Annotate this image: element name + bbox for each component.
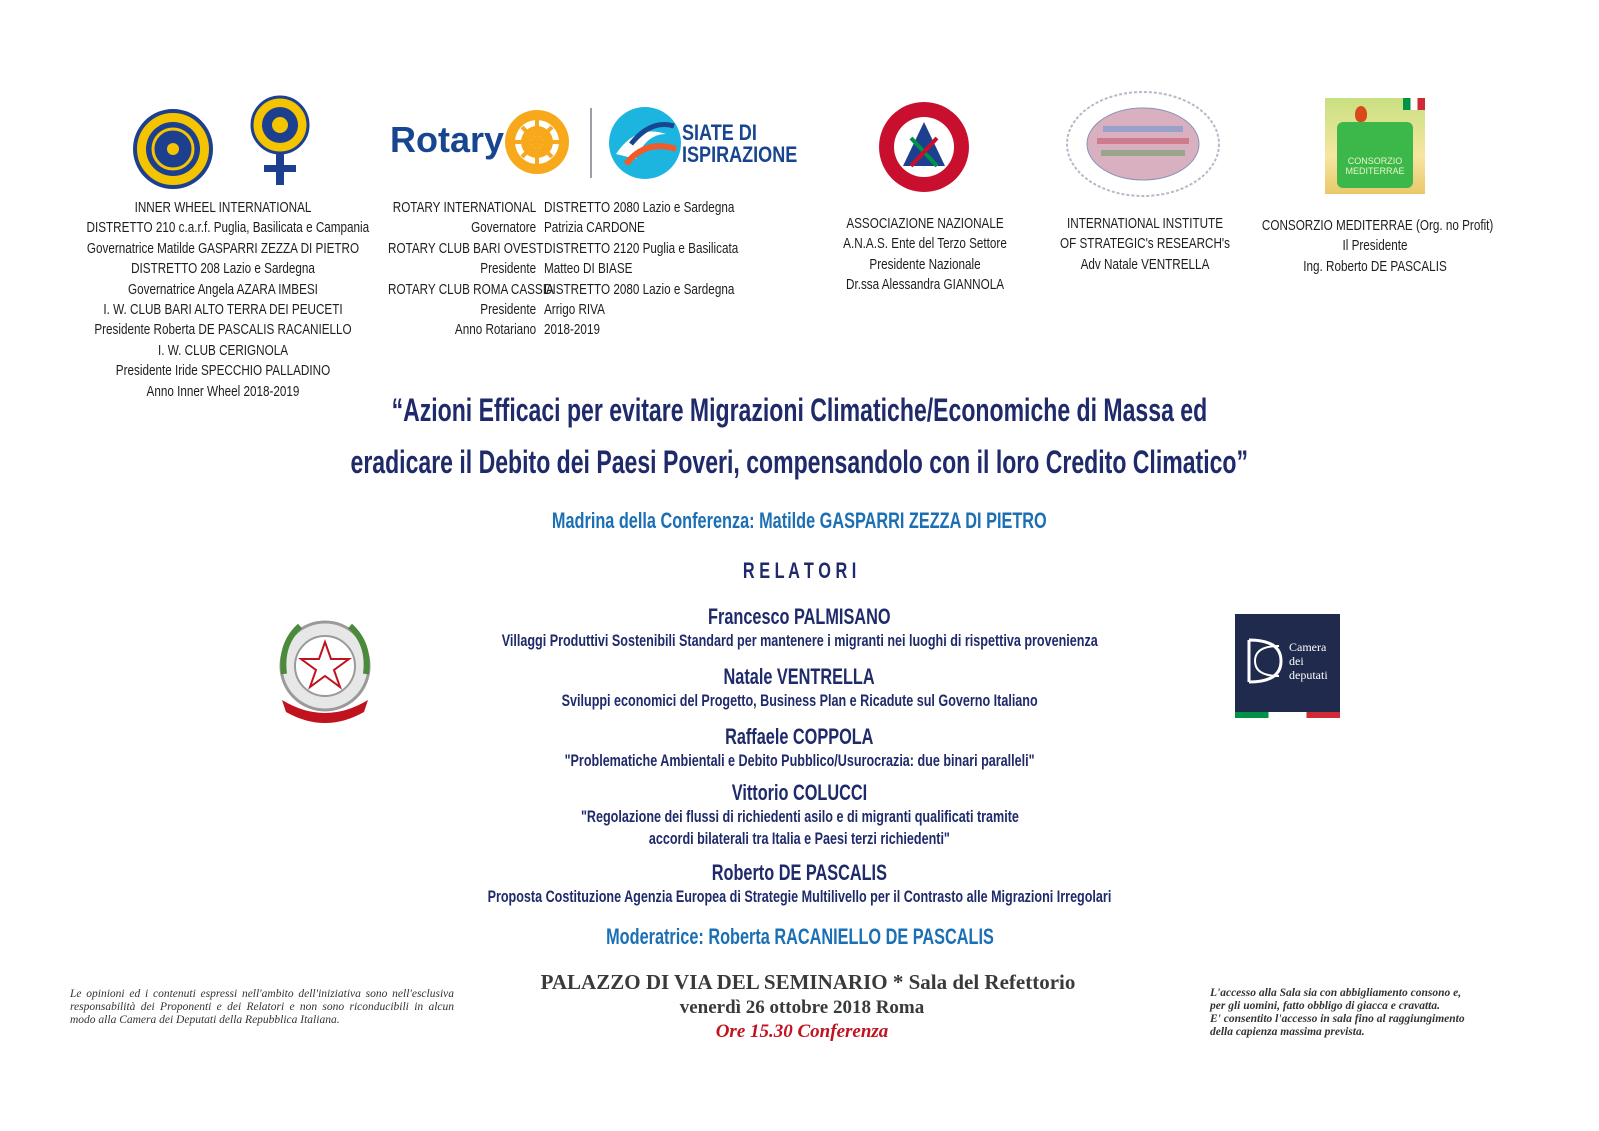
wave-icon (606, 104, 684, 182)
consorzio-line: Ing. Roberto DE PASCALIS (1303, 257, 1447, 275)
rotary-row-right: 2018-2019 (544, 321, 600, 339)
speaker-name: Roberto DE PASCALIS (711, 860, 888, 885)
rotary-row (388, 218, 738, 238)
rotary-row (388, 320, 738, 340)
camera-line1: Camera (1289, 640, 1327, 654)
rotary-row (388, 280, 738, 300)
rotary-row-left: ROTARY INTERNATIONAL (392, 199, 537, 216)
inner-wheel-line: I. W. CLUB CERIGNOLA (157, 341, 289, 359)
speaker-topic: Sviluppi economici del Progetto, Business Plan e Ricadute sul Governo Italiano (561, 691, 1038, 710)
rotary-wordmark: Rotary (390, 119, 505, 160)
consorzio-line: CONSORZIO MEDITERRAE (Org. no Profit) (1261, 217, 1494, 234)
rotary-row-left: Governatore (471, 219, 537, 237)
inner-wheel-line: INNER WHEEL INTERNATIONAL (134, 199, 312, 216)
rotary-row-left: Presidente (480, 260, 537, 278)
rotary-info (388, 198, 738, 341)
rotary-row-right: DISTRETTO 2080 Lazio e Sardegna (544, 280, 735, 298)
relatori-heading: R E L A T O R I (742, 558, 857, 583)
institute-line: INTERNATIONAL INSTITUTE (1066, 215, 1223, 232)
conference-title-line1: “Azioni Efficaci per evitare Migrazioni Climatiche/Economiche di Massa ed (391, 392, 1208, 428)
siate-di-ispirazione-logo (606, 104, 816, 182)
anas-logo (875, 100, 973, 195)
camera-line3: deputati (1289, 668, 1328, 682)
institute-line: OF STRATEGIC's RESEARCH's (1059, 235, 1231, 253)
rotary-row (388, 300, 738, 320)
inner-wheel-line: DISTRETTO 210 c.a.r.f. Puglia, Basilicata e Campania (86, 219, 370, 237)
speaker-name: Natale VENTRELLA (723, 664, 876, 689)
institute-globe-logo (1063, 88, 1223, 200)
inner-wheel-venus-logo (246, 95, 314, 187)
consorzio-logo-line2: MEDITERRAE (1345, 166, 1405, 176)
siate-line2: ISPIRAZIONE (682, 142, 798, 167)
disclaimer-right-line: della capienza massima prevista. (1210, 1026, 1365, 1038)
siate-line1: SIATE DI (682, 120, 757, 145)
logo-divider (590, 108, 592, 178)
disclaimer-right (1210, 987, 1530, 1039)
anas-line: Presidente Nazionale (869, 255, 981, 273)
rotary-row-right: DISTRETTO 2120 Puglia e Basilicata (544, 239, 739, 257)
venue-line1: PALAZZO DI VIA DEL SEMINARIO * Sala del Refettorio (540, 970, 1076, 994)
rotary-row-left: Anno Rotariano (454, 321, 537, 339)
disclaimer-right-line: per gli uomini, fatto obbligo di giacca e cravatta. (1210, 1000, 1440, 1012)
anas-line: A.N.A.S. Ente del Terzo Settore (843, 235, 1007, 253)
speaker-topic: "Regolazione dei flussi di richiedenti asilo e di migranti qualificati tramite (580, 807, 1019, 826)
inner-wheel-line: I. W. CLUB BARI ALTO TERRA DEI PEUCETI (103, 301, 343, 319)
camera-line2: dei (1289, 654, 1304, 668)
rotary-row-left: ROTARY CLUB ROMA CASSIA (388, 280, 554, 298)
speaker-topic: Villaggi Produttivi Sostenibili Standard per mantenere i migranti nei luoghi di rispettiva provenienza (501, 631, 1098, 650)
speaker-name: Vittorio COLUCCI (731, 780, 868, 805)
inner-wheel-line: Presidente Iride SPECCHIO PALLADINO (115, 362, 331, 380)
consorzio-line: Il Presidente (1342, 237, 1408, 255)
disclaimer-right-line: E' consentito l'accesso in sala fino al raggiungimento (1210, 1013, 1465, 1025)
venue-date: venerdì 26 ottobre 2018 Roma (679, 997, 925, 1018)
rotary-row-right: Patrizia CARDONE (544, 219, 645, 237)
anas-line: Dr.ssa Alessandra GIANNOLA (845, 276, 1005, 294)
rotary-row-right: Matteo DI BIASE (544, 260, 633, 278)
rotary-wheel-icon (502, 107, 572, 177)
rotary-row (388, 198, 738, 218)
consorzio-logo-line1: CONSORZIO (1347, 156, 1403, 166)
rotary-row (388, 259, 738, 279)
venue-time: Ore 15.30 Conferenza (715, 1021, 889, 1042)
disclaimer-right-line: L'accesso alla Sala sia con abbigliamento consono e, (1210, 987, 1462, 999)
rotary-row-left: ROTARY CLUB BARI OVEST (388, 239, 544, 257)
rotary-row (388, 239, 738, 259)
anas-line: ASSOCIAZIONE NAZIONALE (846, 215, 1004, 232)
disclaimer-left: Le opinioni ed i contenuti espressi nell'ambito dell'iniziativa sono nell'esclusiva responsabilità dei Proponenti e dei Relatori e non sono riconducibili in alcun modo alla Camera dei Deputati della Repubblica Italiana. (70, 988, 454, 1026)
speaker-name: Raffaele COPPOLA (725, 724, 874, 749)
rotary-logo (390, 105, 580, 180)
consorzio-info (1261, 216, 1494, 277)
anas-info (828, 214, 1023, 296)
rotary-row-left: Presidente (480, 301, 537, 319)
conference-title-line2: eradicare il Debito dei Paesi Poveri, compensandolo con il loro Credito Climatico” (350, 444, 1249, 480)
inner-wheel-line: Presidente Roberta DE PASCALIS RACANIELLO (94, 321, 352, 339)
rotary-row-right: Arrigo RIVA (544, 301, 605, 319)
inner-wheel-info (86, 198, 370, 402)
speaker-topic: accordi bilaterali tra Italia e Paesi terzi richiedenti" (648, 829, 951, 848)
speaker-name: Francesco PALMISANO (708, 604, 891, 629)
rotary-row-right: DISTRETTO 2080 Lazio e Sardegna (544, 199, 735, 216)
institute-info (1055, 214, 1234, 275)
inner-wheel-logo (132, 108, 214, 190)
inner-wheel-line: Governatrice Angela AZARA IMBESI (128, 280, 318, 298)
consorzio-mediterrae-logo (1325, 98, 1425, 194)
inner-wheel-line: DISTRETTO 208 Lazio e Sardegna (131, 260, 315, 278)
madrina-line: Madrina della Conferenza: Matilde GASPARRI ZEZZA DI PIETRO (552, 508, 1047, 533)
speaker-topic: Proposta Costituzione Agenzia Europea di Strategie Multilivello per il Contrasto alle Migrazioni Irregolari (487, 887, 1112, 906)
speaker-topic: "Problematiche Ambientali e Debito Pubblico/Usurocrazia: due binari paralleli" (564, 751, 1035, 770)
inner-wheel-line: Governatrice Matilde GASPARRI ZEZZA DI PIETRO (86, 239, 360, 257)
institute-line: Adv Natale VENTRELLA (1080, 255, 1210, 273)
inner-wheel-line: Anno Inner Wheel 2018-2019 (146, 382, 300, 400)
moderatrice-line: Moderatrice: Roberta RACANIELLO DE PASCALIS (605, 924, 994, 949)
